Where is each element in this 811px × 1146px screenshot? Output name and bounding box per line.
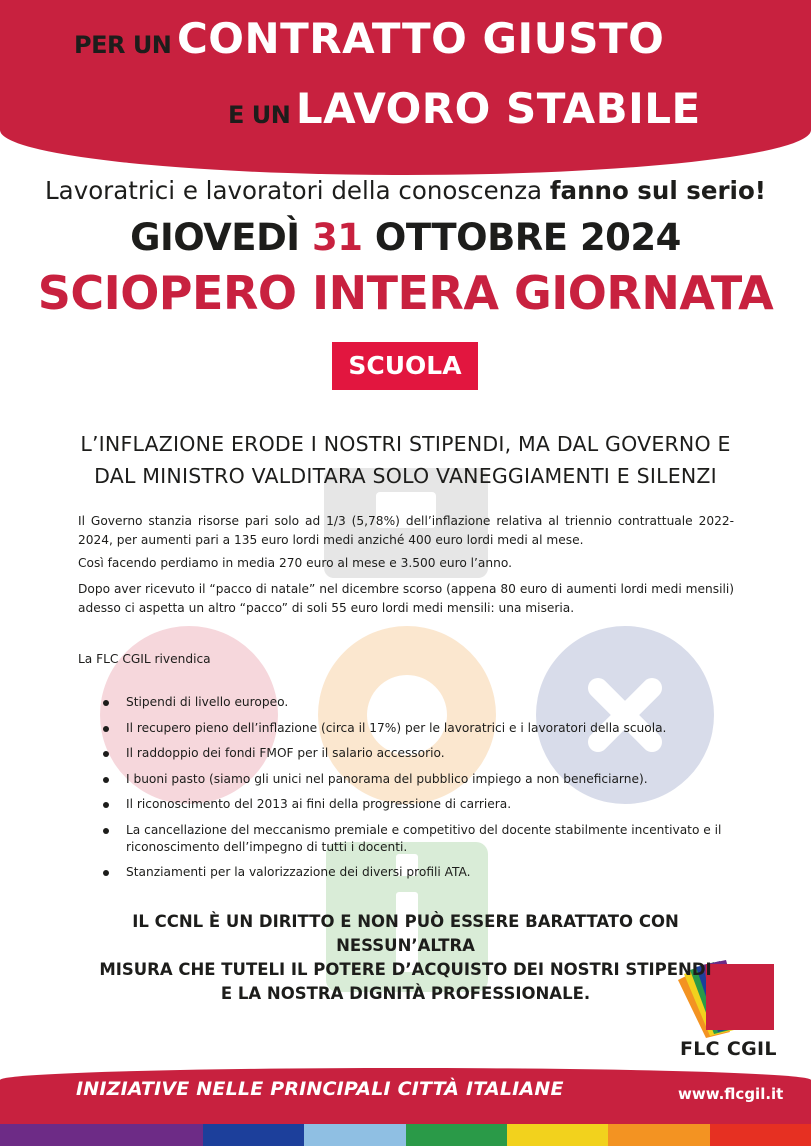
- footer-initiatives: INIZIATIVE NELLE PRINCIPALI CITTÀ ITALIANE: [76, 1078, 564, 1100]
- bullet-icon: [103, 751, 109, 757]
- date-day: GIOVEDÌ: [130, 216, 300, 259]
- header-line-1: [74, 14, 664, 63]
- bullet-icon: [103, 700, 109, 706]
- paragraph-demands-intro: La FLC CGIL rivendica: [78, 652, 211, 666]
- bullet-icon: [103, 726, 109, 732]
- footer-website-link[interactable]: www.flcgil.it: [678, 1085, 784, 1103]
- subtitle: [0, 176, 811, 205]
- rainbow-stripe: [0, 1124, 811, 1146]
- headline-line-1: L’INFLAZIONE ERODE I NOSTRI STIPENDI, MA DAL GOVERNO E: [80, 432, 731, 456]
- rainbow-segment: [406, 1124, 507, 1146]
- paragraph-losses: Così facendo perdiamo in media 270 euro al mese e 3.500 euro l’anno.: [78, 556, 512, 570]
- header-line2-big: LAVORO STABILE: [295, 84, 701, 133]
- header-line1-small: PER UN: [74, 31, 172, 59]
- closing-line-1: IL CCNL È UN DIRITTO E NON PUÒ ESSERE BARATTATO CON NESSUN’ALTRA: [132, 912, 679, 955]
- list-item: La cancellazione del meccanismo premiale e competitivo del docente stabilmente incentivato e il riconoscimento dell’impegno di tutti i docenti.: [103, 822, 743, 856]
- header-line2-small: E UN: [228, 101, 291, 129]
- subtitle-regular: Lavoratrici e lavoratori della conoscenza: [45, 176, 543, 205]
- date-month-year: OTTOBRE 2024: [374, 216, 681, 259]
- headline: [40, 428, 771, 492]
- list-item: I buoni pasto (siamo gli unici nel panorama del pubblico impiego a non beneficiarne).: [103, 771, 743, 788]
- rainbow-segment: [710, 1124, 811, 1146]
- list-item: Stipendi di livello europeo.: [103, 694, 743, 711]
- bullet-icon: [103, 870, 109, 876]
- list-item: Il recupero pieno dell’inflazione (circa il 17%) per le lavoratrici e i lavoratori della scuola.: [103, 720, 743, 737]
- rainbow-segment: [304, 1124, 405, 1146]
- paragraph-resources: Il Governo stanzia risorse pari solo ad 1/3 (5,78%) dell’inflazione relativa al triennio contrattuale 2022-2024, per aumenti pari a 135 euro lordi medi anziché 400 euro lordi medi al mese.: [78, 514, 734, 547]
- subtitle-bold: fanno sul serio!: [549, 176, 766, 205]
- bullet-icon: [103, 802, 109, 808]
- bullet-icon: [103, 828, 109, 834]
- rainbow-segment: [507, 1124, 608, 1146]
- paragraph-christmas-package: Dopo aver ricevuto il “pacco di natale” nel dicembre scorso (appena 80 euro di aumenti lordi medi mensili) adesso ci aspetta un altro “pacco” di soli 55 euro lordi medi mensili: una miseria.: [78, 582, 734, 615]
- headline-line-2: DAL MINISTRO VALDITARA SOLO VANEGGIAMENTI E SILENZI: [94, 464, 717, 488]
- rainbow-segment: [0, 1124, 101, 1146]
- list-item: Il raddoppio dei fondi FMOF per il salario accessorio.: [103, 745, 743, 762]
- list-item: Il riconoscimento del 2013 ai fini della progressione di carriera.: [103, 796, 743, 813]
- closing-line-3: E LA NOSTRA DIGNITÀ PROFESSIONALE.: [220, 984, 591, 1003]
- list-item: Stanziamenti per la valorizzazione dei diversi profili ATA.: [103, 864, 743, 881]
- rainbow-segment: [203, 1124, 304, 1146]
- rainbow-segment: [608, 1124, 709, 1146]
- date-number: 31: [311, 216, 363, 259]
- bullet-icon: [103, 777, 109, 783]
- closing-line-2: MISURA CHE TUTELI IL POTERE D’ACQUISTO DEI NOSTRI STIPENDI: [99, 960, 712, 979]
- header-line1-big: CONTRATTO GIUSTO: [176, 14, 665, 63]
- demands-list: [103, 694, 743, 890]
- sector-badge: SCUOLA: [332, 342, 478, 390]
- strike-date: [0, 216, 811, 259]
- rainbow-segment: [101, 1124, 202, 1146]
- strike-title: SCIOPERO INTERA GIORNATA: [37, 266, 774, 320]
- header-line-2: [228, 84, 701, 133]
- closing-statement: [60, 910, 751, 1006]
- logo-text: FLC CGIL: [680, 1038, 777, 1060]
